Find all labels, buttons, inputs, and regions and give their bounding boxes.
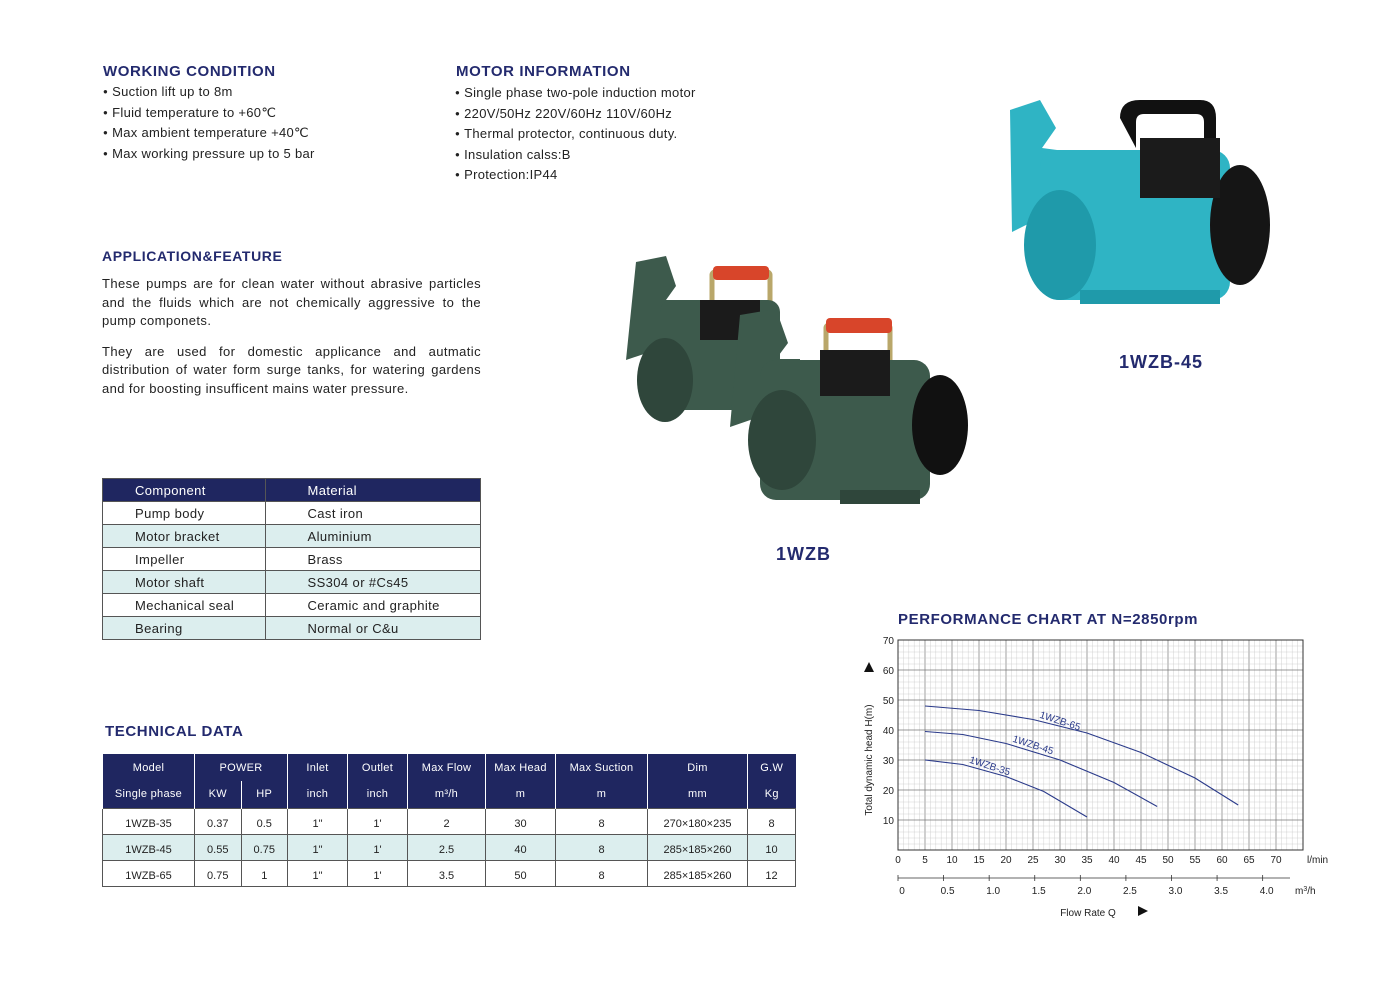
working-condition-item: ● Suction lift up to 8m xyxy=(103,82,315,103)
y-axis-arrow xyxy=(864,662,874,672)
material-header-material: Material xyxy=(265,479,480,502)
tech-cell: 0.5 xyxy=(241,808,288,834)
tech-cell: 10 xyxy=(748,834,796,860)
x2-tick-label: 0.5 xyxy=(940,886,955,897)
application-paragraph-1: These pumps are for clean water without abrasive particles and the fluids which are not chemically aggressive to the pump componets. xyxy=(102,276,481,329)
x2-tick-label: 3.5 xyxy=(1214,886,1229,897)
tech-cell: 1WZB-35 xyxy=(103,808,195,834)
x2-tick-label: 0 xyxy=(899,886,905,897)
series-label: 1WZB-45 xyxy=(1011,733,1055,758)
tech-cell: 1" xyxy=(288,808,348,834)
x2-tick-label: 1.0 xyxy=(986,886,1001,897)
th-unit: Kg xyxy=(748,781,796,808)
y-tick-label: 40 xyxy=(882,726,894,737)
th-unit: m xyxy=(556,781,648,808)
y-tick-label: 20 xyxy=(882,786,894,797)
tech-cell: 285×185×260 xyxy=(648,834,748,860)
component-cell: Bearing xyxy=(103,617,266,640)
x-axis-title: Flow Rate Q xyxy=(1060,908,1116,919)
component-cell: Motor bracket xyxy=(103,525,266,548)
tech-cell: 1' xyxy=(348,834,408,860)
product-caption-1wzb: 1WZB xyxy=(776,544,831,564)
component-cell: Motor shaft xyxy=(103,571,266,594)
x-tick-label: 65 xyxy=(1243,855,1255,866)
x2-unit-label: $m^3/h$ xyxy=(1295,885,1316,897)
x-tick-label: 5 xyxy=(922,855,928,866)
th-max-suction: Max Suction xyxy=(556,754,648,781)
th-inlet: Inlet xyxy=(288,754,348,781)
tech-cell: 1 xyxy=(241,860,288,886)
motor-information-item: ● Single phase two-pole induction motor xyxy=(455,83,696,104)
material-cell: Brass xyxy=(265,548,480,571)
x-tick-label: 55 xyxy=(1189,855,1201,866)
th-max-head: Max Head xyxy=(486,754,556,781)
motor-information-item: ● Insulation calss:B xyxy=(455,145,696,166)
x2-tick-label: 1.5 xyxy=(1031,886,1046,897)
x-tick-label: 70 xyxy=(1270,855,1282,866)
working-condition-title: WORKING CONDITION xyxy=(103,63,276,80)
material-header-component: Component xyxy=(103,479,266,502)
th-dim: Dim xyxy=(648,754,748,781)
x-unit-label: l/min xyxy=(1307,855,1329,866)
x-tick-label: 20 xyxy=(1000,855,1012,866)
chart-title: PERFORMANCE CHART AT N=2850rpm xyxy=(898,611,1199,628)
x2-tick-label: 4.0 xyxy=(1259,886,1274,897)
working-condition-item: ● Fluid temperature to +60℃ xyxy=(103,103,315,124)
th-outlet: Outlet xyxy=(348,754,408,781)
tech-cell: 2.5 xyxy=(408,834,486,860)
x-tick-label: 35 xyxy=(1081,855,1093,866)
tech-cell: 1WZB-45 xyxy=(103,834,195,860)
tech-cell: 8 xyxy=(556,860,648,886)
component-cell: Impeller xyxy=(103,548,266,571)
tech-cell: 50 xyxy=(486,860,556,886)
tech-cell: 2 xyxy=(408,808,486,834)
product-caption-1wzb-45: 1WZB-45 xyxy=(1119,352,1204,372)
th-unit: m³/h xyxy=(408,781,486,808)
tech-cell: 0.55 xyxy=(195,834,242,860)
th-power: POWER xyxy=(195,754,288,781)
component-cell: Pump body xyxy=(103,502,266,525)
tech-cell: 1" xyxy=(288,834,348,860)
tech-cell: 1" xyxy=(288,860,348,886)
tech-cell: 3.5 xyxy=(408,860,486,886)
motor-information-item: ● Thermal protector, continuous duty. xyxy=(455,124,696,145)
x-tick-label: 40 xyxy=(1108,855,1120,866)
x-tick-label: 45 xyxy=(1135,855,1147,866)
tech-cell: 12 xyxy=(748,860,796,886)
x-tick-label: 25 xyxy=(1027,855,1039,866)
th-unit: HP xyxy=(241,781,288,808)
x-tick-label: 50 xyxy=(1162,855,1174,866)
x-axis-arrow xyxy=(1138,906,1148,916)
tech-cell: 30 xyxy=(486,808,556,834)
x-tick-label: 10 xyxy=(946,855,958,866)
x-tick-label: 60 xyxy=(1216,855,1228,866)
tech-cell: 8 xyxy=(556,834,648,860)
y-tick-label: 70 xyxy=(882,636,894,647)
series-label: 1WZB-35 xyxy=(967,754,1012,779)
y-tick-label: 30 xyxy=(882,756,894,767)
tech-cell: 0.75 xyxy=(195,860,242,886)
y-axis-title: Total dynamic head H(m) xyxy=(864,704,875,816)
tech-cell: 0.37 xyxy=(195,808,242,834)
plot-frame xyxy=(898,640,1303,850)
x2-tick-label: 2.5 xyxy=(1122,886,1137,897)
motor-information-title: MOTOR INFORMATION xyxy=(456,63,631,80)
x-tick-label: 0 xyxy=(895,855,901,866)
th-model: Model xyxy=(103,754,195,781)
application-paragraph-2: They are used for domestic applicance and autmatic distribution of water form surge tanks, for watering gardens and for boosting insufficent mains water pressure. xyxy=(102,343,481,396)
tech-cell: 8 xyxy=(748,808,796,834)
th-unit: m xyxy=(486,781,556,808)
component-cell: Mechanical seal xyxy=(103,594,266,617)
tech-cell: 1' xyxy=(348,808,408,834)
th-unit: mm xyxy=(648,781,748,808)
x2-tick-label: 2.0 xyxy=(1077,886,1092,897)
material-cell: SS304 or #Cs45 xyxy=(265,571,480,594)
tech-cell: 270×180×235 xyxy=(648,808,748,834)
tech-cell: 0.75 xyxy=(241,834,288,860)
motor-information-item: ● 220V/50Hz 220V/60Hz 110V/60Hz xyxy=(455,104,696,125)
y-tick-label: 50 xyxy=(882,696,894,707)
material-cell: Ceramic and graphite xyxy=(265,594,480,617)
series-label: 1WZB-65 xyxy=(1038,709,1082,734)
working-condition-item: ● Max ambient temperature +40℃ xyxy=(103,123,315,144)
tech-cell: 40 xyxy=(486,834,556,860)
th-unit: KW xyxy=(195,781,242,808)
tech-cell: 285×185×260 xyxy=(648,860,748,886)
tech-cell: 1WZB-65 xyxy=(103,860,195,886)
y-tick-label: 10 xyxy=(882,816,894,827)
tech-cell: 8 xyxy=(556,808,648,834)
x-tick-label: 15 xyxy=(973,855,985,866)
x2-tick-label: 3.0 xyxy=(1168,886,1183,897)
material-cell: Normal or C&u xyxy=(265,617,480,640)
th-unit: Single phase xyxy=(103,781,195,808)
th-unit: inch xyxy=(348,781,408,808)
tech-cell: 1' xyxy=(348,860,408,886)
x-tick-label: 30 xyxy=(1054,855,1066,866)
material-cell: Cast iron xyxy=(265,502,480,525)
th-gw: G.W xyxy=(748,754,796,781)
application-title: APPLICATION&FEATURE xyxy=(102,248,283,264)
motor-information-item: ● Protection:IP44 xyxy=(455,165,696,186)
material-cell: Aluminium xyxy=(265,525,480,548)
working-condition-item: ● Max working pressure up to 5 bar xyxy=(103,144,315,165)
th-unit: inch xyxy=(288,781,348,808)
y-tick-label: 60 xyxy=(882,666,894,677)
th-max-flow: Max Flow xyxy=(408,754,486,781)
technical-data-title: TECHNICAL DATA xyxy=(105,723,244,740)
